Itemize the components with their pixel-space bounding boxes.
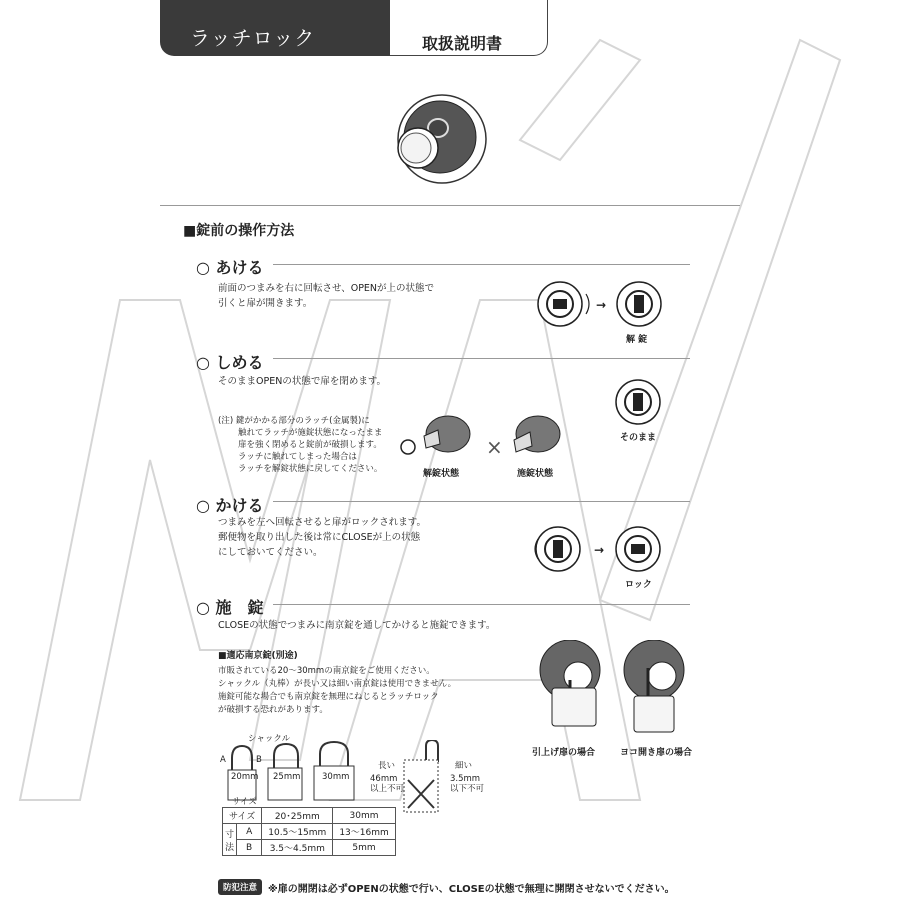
table-header: 20･25mm bbox=[262, 808, 333, 824]
lock-size-30: 30mm bbox=[322, 772, 350, 782]
table-cell: B bbox=[237, 840, 262, 856]
padlock-desc-4: が破損する恐れがあります。 bbox=[218, 705, 328, 715]
lock-size-20: 20mm bbox=[231, 772, 259, 782]
latch-lock-illustration bbox=[390, 92, 490, 187]
section-divider bbox=[160, 205, 740, 206]
as-is-label: そのまま bbox=[620, 433, 657, 443]
padlock-rule bbox=[273, 604, 690, 605]
security-warning-text: ※扉の開閉は必ずOPENの状態で行い、CLOSEの状態で無理に開閉させないでください。 bbox=[268, 884, 675, 895]
shackle-label: シャックル bbox=[248, 734, 291, 744]
svg-text:→: → bbox=[596, 298, 607, 312]
table-row bbox=[223, 840, 396, 856]
lock-text-1: つまみを左へ回転させると扉がロックされます。 bbox=[218, 517, 427, 528]
long-limit: 46mm bbox=[370, 774, 398, 784]
table-cell: 13～16mm bbox=[333, 824, 395, 840]
padlock-desc-2: シャックル（丸棒）が長い又は細い南京錠は使用できません。 bbox=[218, 679, 457, 689]
open-dial-diagram bbox=[536, 280, 666, 330]
close-text-1: そのままOPENの状態で扉を閉めます。 bbox=[218, 376, 387, 387]
product-title: ラッチロック bbox=[190, 26, 316, 50]
case-side-door-label: ヨコ開き扉の場合 bbox=[620, 748, 693, 758]
long-label: 長い bbox=[378, 761, 396, 771]
case-lift-door-label: 引上げ扉の場合 bbox=[532, 748, 596, 758]
open-text-2: 引くと扉が開きます。 bbox=[218, 298, 313, 309]
dim-b-label: B bbox=[256, 755, 262, 765]
note-line-5: ラッチを解錠状態に戻してください。 bbox=[238, 464, 383, 474]
lock-rule bbox=[273, 501, 690, 502]
section-title: ■錠前の操作方法 bbox=[183, 223, 295, 239]
table-cell: A bbox=[237, 824, 262, 840]
thin-label: 細い bbox=[455, 761, 473, 771]
padlock-text-1: CLOSEの状態でつまみに南京錠を通してかけると施錠できます。 bbox=[218, 620, 496, 631]
table-cell: 5mm bbox=[333, 840, 395, 856]
table-header: 30mm bbox=[333, 808, 395, 824]
lock-dial-diagram bbox=[534, 525, 664, 575]
padlock-size-table bbox=[222, 807, 396, 856]
padlock-subtitle: ■適応南京錠(別途) bbox=[218, 651, 298, 661]
note-line-3: 扉を強く閉めると錠前が破損します。 bbox=[238, 440, 382, 450]
svg-text:×: × bbox=[486, 435, 503, 459]
unlock-label: 解 錠 bbox=[626, 335, 648, 345]
latch-state-diagram bbox=[398, 410, 568, 465]
padlock-usage-illustration bbox=[530, 640, 700, 735]
long-limit-note: 以上不可 bbox=[370, 784, 405, 794]
close-dial-diagram bbox=[614, 378, 664, 428]
lock-text-2: 郵便物を取り出した後は常にCLOSEが上の状態 bbox=[218, 532, 421, 543]
padlock-desc-1: 市販されている20～30mmの南京錠をご使用ください。 bbox=[218, 666, 435, 676]
thin-limit-note: 以下不可 bbox=[450, 784, 485, 794]
table-cell: 10.5～15mm bbox=[262, 824, 333, 840]
locked-state-label: 施錠状態 bbox=[517, 469, 554, 479]
lock-result-label: ロック bbox=[625, 580, 652, 590]
lock-size-25: 25mm bbox=[273, 772, 301, 782]
lock-heading: ○ かける bbox=[196, 496, 264, 515]
close-rule bbox=[273, 358, 690, 359]
padlock-desc-3: 施錠可能な場合でも南京錠を無理にねじるとラッチロック bbox=[218, 692, 439, 702]
table-header: サイズ bbox=[223, 808, 262, 824]
size-caption: サイズ bbox=[232, 797, 257, 807]
table-row bbox=[223, 824, 396, 840]
close-heading: ○ しめる bbox=[196, 353, 264, 372]
note-line-2: 触れてラッチが施錠状態になったまま bbox=[238, 428, 383, 438]
lock-text-3: にしておいてください。 bbox=[218, 547, 323, 558]
note-line-4: ラッチに触れてしまった場合は bbox=[238, 452, 357, 462]
unlocked-state-label: 解錠状態 bbox=[423, 469, 460, 479]
dim-a-label: A bbox=[220, 755, 226, 765]
open-heading: ○ あける bbox=[196, 258, 264, 277]
security-warning-badge: 防犯注意 bbox=[218, 879, 262, 895]
open-rule bbox=[273, 264, 690, 265]
document-subtitle: 取扱説明書 bbox=[422, 34, 503, 53]
note-line-1: (注) 鍵がかかる部分のラッチ(金属製)に bbox=[218, 416, 370, 426]
padlock-heading: ○ 施 錠 bbox=[196, 598, 264, 617]
thin-limit: 3.5mm bbox=[450, 774, 481, 784]
table-group-label: 寸法 bbox=[223, 824, 237, 856]
open-text-1: 前面のつまみを右に回転させ、OPENが上の状態で bbox=[218, 283, 435, 294]
table-header-row bbox=[223, 808, 396, 824]
svg-text:→: → bbox=[594, 543, 605, 557]
table-cell: 3.5～4.5mm bbox=[262, 840, 333, 856]
